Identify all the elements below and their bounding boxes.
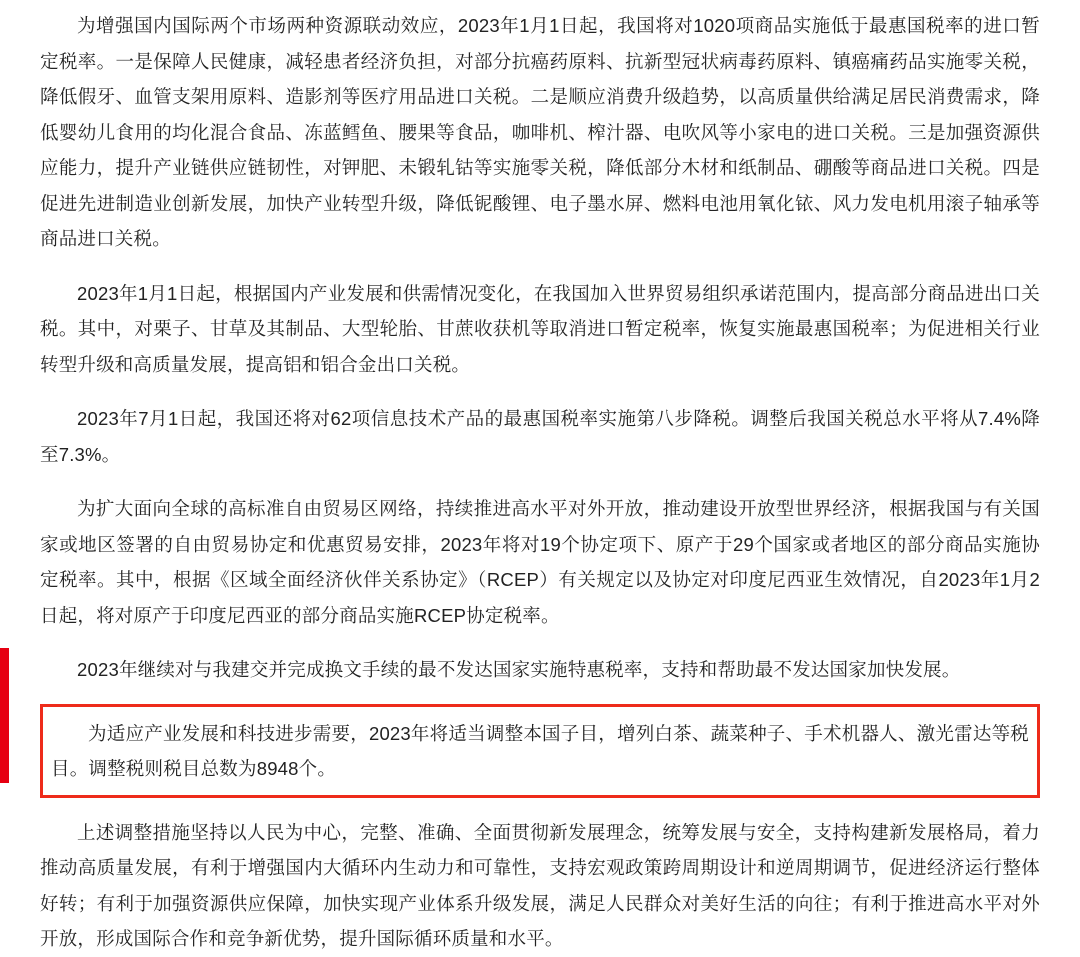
highlighted-paragraph: 为适应产业发展和科技进步需要，2023年将适当调整本国子目，增列白茶、蔬菜种子、手术机器人、激光雷达等税目。调整税则税目总数为8948个。 — [51, 722, 1029, 779]
paragraph-spacer — [40, 257, 1040, 276]
paragraph-spacer — [40, 382, 1040, 401]
left-edge-mask — [0, 0, 9, 648]
paragraph-spacer — [40, 633, 1040, 652]
paragraph-3: 2023年7月1日起，我国还将对62项信息技术产品的最惠国税率实施第八步降税。调整后我国关税总水平将从7.4%降至7.3%。 — [40, 408, 1040, 465]
final-paragraph: 上述调整措施坚持以人民为中心，完整、准确、全面贯彻新发展理念，统筹发展与安全，支持构建新发展格局，着力推动高质量发展，有利于增强国内大循环内生动力和可靠性，支持宏观政策跨周期设计和逆周期调节，促进经济运行整体好转；有利于加强资源供应保障，加快实现产业体系升级发展，满足人民群众对美好生活的向往；有利于推进高水平对外开放，形成国际合作和竞争新优势，提升国际循环质量和水平。 — [40, 821, 1040, 949]
paragraph-spacer — [40, 472, 1040, 491]
paragraph-2: 2023年1月1日起，根据国内产业发展和供需情况变化，在我国加入世界贸易组织承诺范围内，提高部分商品进出口关税。其中，对栗子、甘草及其制品、大型轮胎、甘蔗收获机等取消进口暂定税率，恢复实施最惠国税率；为促进相关行业转型升级和高质量发展，提高铝和铝合金出口关税。 — [40, 282, 1040, 375]
document-body — [40, 0, 1040, 957]
paragraph-5: 2023年继续对与我建交并完成换文手续的最不发达国家实施特惠税率，支持和帮助最不发达国家加快发展。 — [77, 659, 961, 680]
paragraph-spacer — [40, 798, 1040, 815]
highlighted-paragraph-box — [40, 704, 1040, 798]
paragraph-1: 为增强国内国际两个市场两种资源联动效应，2023年1月1日起，我国将对1020项商品实施低于最惠国税率的进口暂定税率。一是保障人民健康，减轻患者经济负担，对部分抗癌药原料、抗新型冠状病毒药原料、镇癌痛药品实施零关税，降低假牙、血管支架用原料、造影剂等医疗用品进口关税。二是顺应消费升级趋势，以高质量供给满足居民消费需求，降低婴幼儿食用的均化混合食品、冻蓝鳕鱼、腰果等食品，咖啡机、榨汁器、电吹风等小家电的进口关税。三是加强资源供应能力，提升产业链供应链韧性，对钾肥、未锻轧钴等实施零关税，降低部分木材和纸制品、硼酸等商品进口关税。四是促进先进制造业创新发展，加快产业转型升级，降低铌酸锂、电子墨水屏、燃料电池用氧化铱、风力发电机用滚子轴承等商品进口关税。 — [40, 15, 1040, 249]
paragraph-4: 为扩大面向全球的高标准自由贸易区网络，持续推进高水平对外开放，推动建设开放型世界经济，根据我国与有关国家或地区签署的自由贸易协定和优惠贸易安排，2023年将对19个协定项下、原产于29个国家或者地区的部分商品实施协定税率。其中，根据《区域全面经济伙伴关系协定》（RCEP）有关规定以及协定对印度尼西亚生效情况，自2023年1月2日起，将对原产于印度尼西亚的部分商品实施RCEP协定税率。 — [40, 498, 1040, 626]
